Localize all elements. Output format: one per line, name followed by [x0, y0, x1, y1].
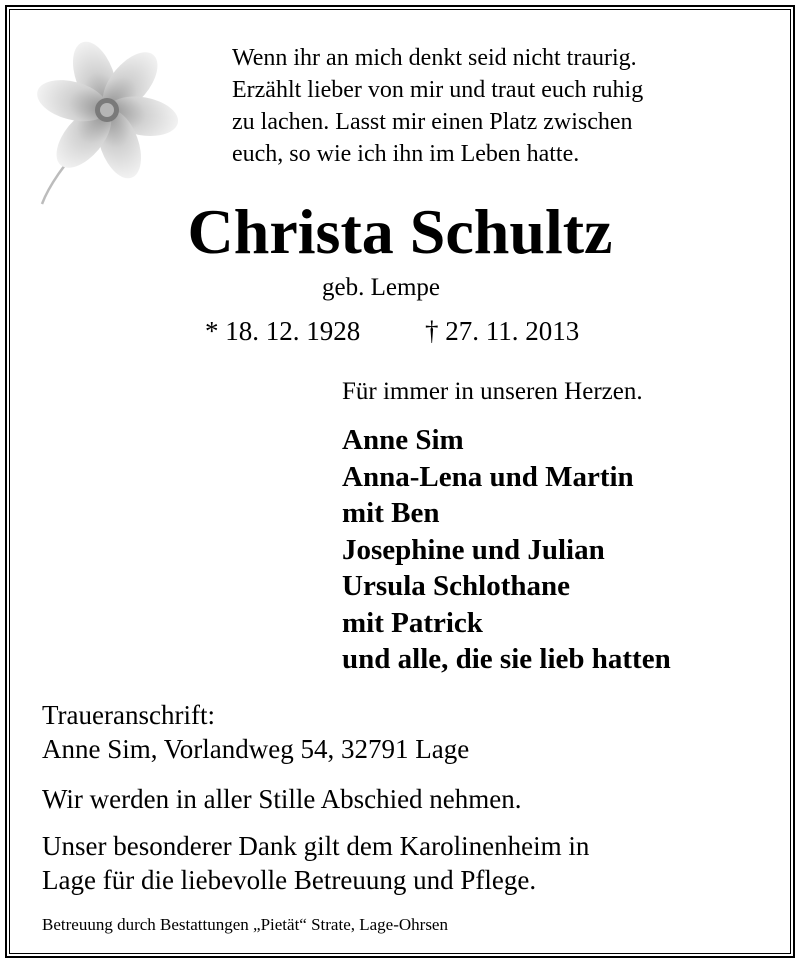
address-value: Anne Sim, Vorlandweg 54, 32791 Lage [42, 734, 470, 764]
thanks-note [42, 829, 589, 897]
poem-line: Wenn ihr an mich denkt seid nicht traurig. [232, 45, 637, 71]
mourner: Josephine und Julian [342, 533, 605, 566]
mourner: und alle, die sie lieb hatten [342, 643, 671, 675]
mourner: mit Ben [342, 497, 440, 529]
poem-line: zu lachen. Lasst mir einen Platz zwischen [232, 109, 633, 135]
thanks-line: Unser besonderer Dank gilt dem Karolinenheim in [42, 831, 590, 861]
mourner: Ursula Schlothane [342, 570, 571, 602]
deceased-name: Christa Schultz [187, 196, 613, 267]
cosmos-flower-icon [34, 22, 184, 212]
mourning-address [42, 698, 469, 766]
death-date: † 27. 11. 2013 [425, 316, 580, 346]
mourner: Anne Sim [342, 424, 464, 456]
funeral-home-credit: Betreuung durch Bestattungen „Pietät“ Strate, Lage-Ohrsen [42, 915, 448, 934]
address-label: Traueranschrift: [42, 700, 215, 730]
mourner: mit Patrick [342, 606, 483, 639]
farewell-note: Wir werden in aller Stille Abschied nehmen. [42, 784, 522, 814]
poem-line: Erzählt lieber von mir und traut euch ruhig [232, 77, 644, 103]
motto: Für immer in unseren Herzen. [342, 378, 643, 405]
poem [232, 42, 772, 170]
mourners-list [342, 422, 671, 678]
birth-date: * 18. 12. 1928 [205, 316, 361, 346]
maiden-name: geb. Lempe [322, 274, 441, 301]
thanks-line: Lage für die liebevolle Betreuung und Pflege. [42, 865, 537, 895]
poem-line: euch, so wie ich ihn im Leben hatte. [232, 141, 580, 167]
mourner: Anna-Lena und Martin [342, 460, 634, 493]
